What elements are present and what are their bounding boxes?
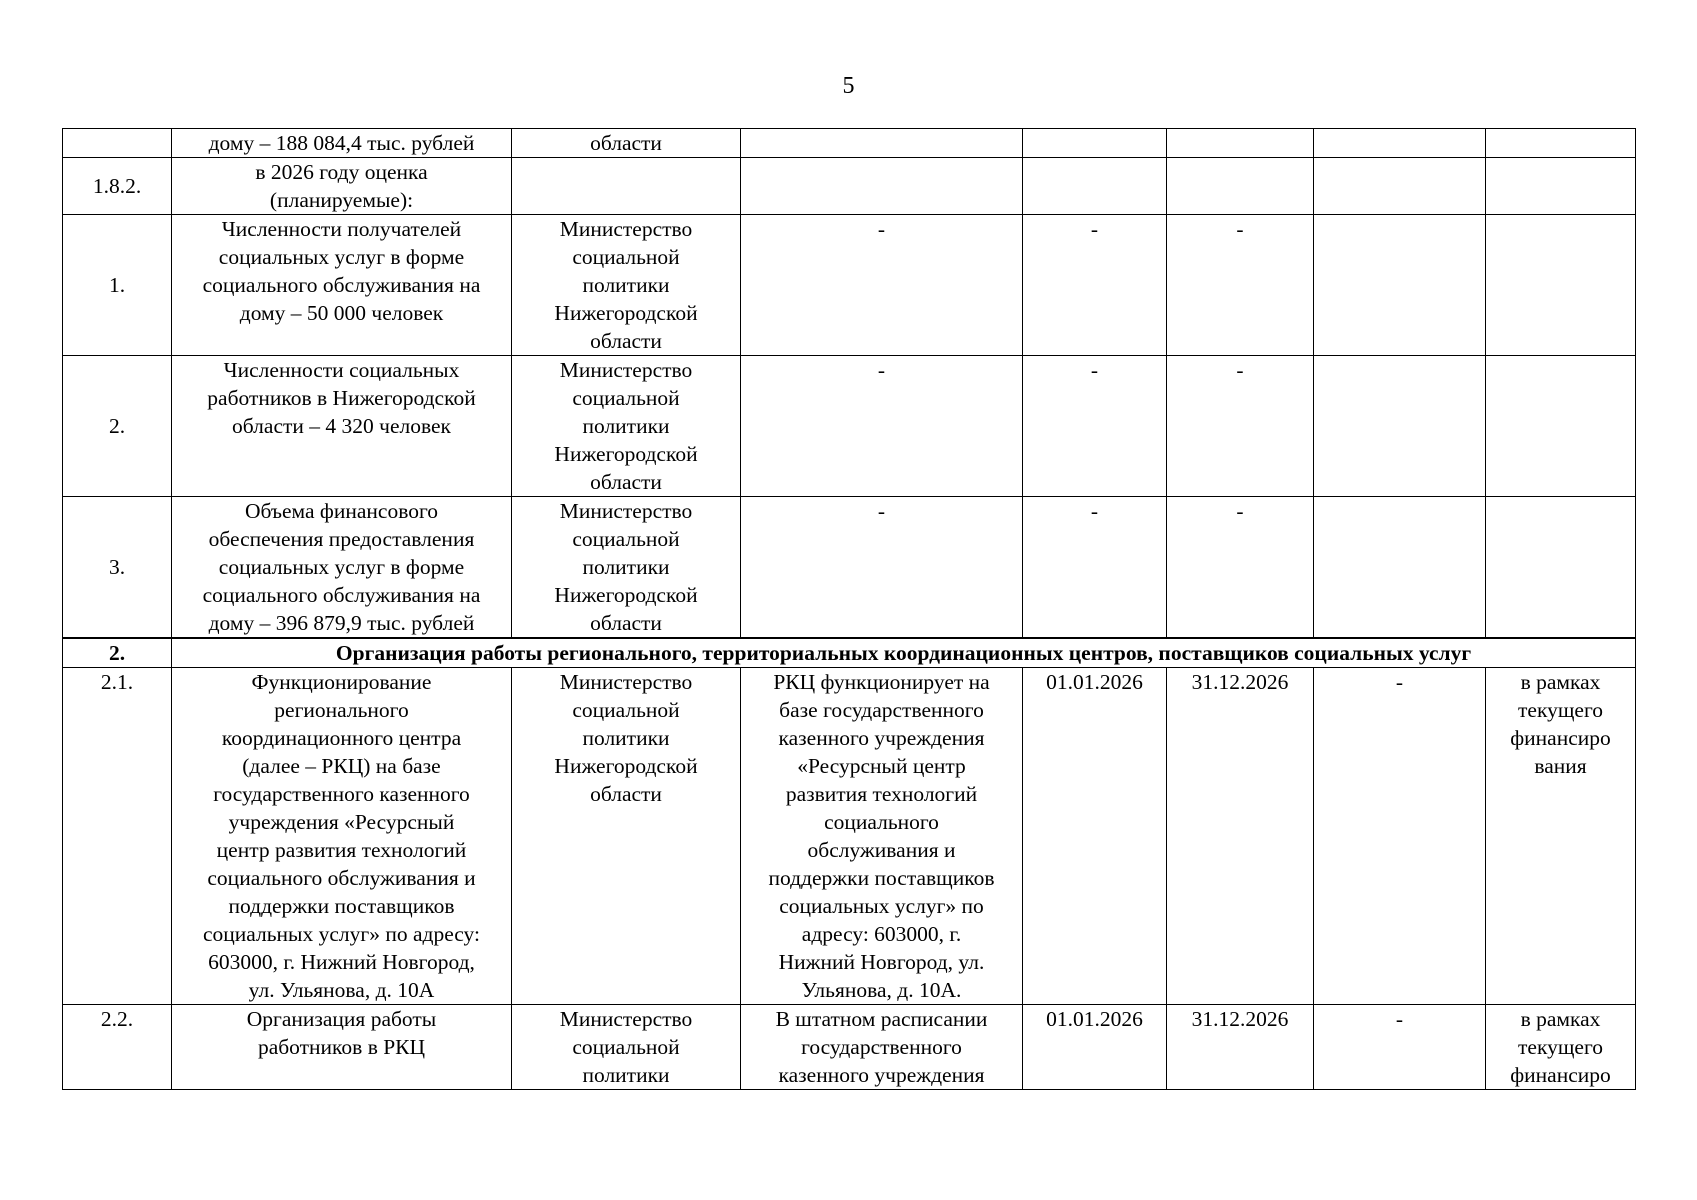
result-cell: - [741,497,1023,639]
source-cell [1486,158,1636,215]
row-number-cell [63,129,172,158]
event-cell: в 2026 году оценка (планируемые): [172,158,512,215]
source-cell [1486,215,1636,356]
responsible-cell: Министерство социальной политики [512,1005,741,1090]
start-date-cell [1023,158,1167,215]
start-date-cell: - [1023,356,1167,497]
end-date-cell: 31.12.2026 [1167,1005,1314,1090]
responsible-cell: области [512,129,741,158]
row-number-cell: 1. [63,215,172,356]
event-cell: Функционирование регионального координационного центра (далее – РКЦ) на базе государственного казенного учреждения «Ресурсный центр развития технологий социального обслуживания и поддержки поставщиков социальных услуг» по адресу: 603000, г. Нижний Новгород, ул. Ульянова, д. 10А [172,668,512,1005]
event-cell: Численности социальных работников в Нижегородской области – 4 320 человек [172,356,512,497]
event-cell: Объема финансового обеспечения предоставления социальных услуг в форме социального обслуживания на дому – 396 879,9 тыс. рублей [172,497,512,639]
row-number-cell: 1.8.2. [63,158,172,215]
amount-cell [1314,129,1486,158]
table-row [63,356,1636,497]
amount-cell [1314,215,1486,356]
result-cell [741,129,1023,158]
result-cell: В штатном расписании государственного казенного учреждения [741,1005,1023,1090]
table-row [63,129,1636,158]
responsible-cell [512,158,741,215]
section-title: Организация работы регионального, территориальных координационных центров, поставщиков социальных услуг [172,638,1636,668]
end-date-cell: - [1167,497,1314,639]
section-header-row [63,638,1636,668]
result-cell: РКЦ функционирует на базе государственного казенного учреждения «Ресурсный центр развития технологий социального обслуживания и поддержки поставщиков социальных услуг» по адресу: 603000, г. Нижний Новгород, ул. Ульянова, д. 10А. [741,668,1023,1005]
event-cell: Организация работы работников в РКЦ [172,1005,512,1090]
end-date-cell [1167,129,1314,158]
table-row [63,497,1636,639]
responsible-cell: Министерство социальной политики Нижегородской области [512,497,741,639]
start-date-cell: - [1023,497,1167,639]
row-number-cell: 2.2. [63,1005,172,1090]
result-cell: - [741,215,1023,356]
source-cell: в рамках текущего финансиро вания [1486,668,1636,1005]
end-date-cell: - [1167,215,1314,356]
source-cell [1486,497,1636,639]
end-date-cell: 31.12.2026 [1167,668,1314,1005]
start-date-cell: - [1023,215,1167,356]
source-cell [1486,356,1636,497]
start-date-cell [1023,129,1167,158]
start-date-cell: 01.01.2026 [1023,668,1167,1005]
amount-cell [1314,497,1486,639]
amount-cell: - [1314,668,1486,1005]
end-date-cell [1167,158,1314,215]
amount-cell [1314,356,1486,497]
row-number-cell: 2.1. [63,668,172,1005]
responsible-cell: Министерство социальной политики Нижегородской области [512,215,741,356]
event-cell: Численности получателей социальных услуг в форме социального обслуживания на дому – 50 000 человек [172,215,512,356]
amount-cell: - [1314,1005,1486,1090]
table-row [63,215,1636,356]
source-cell [1486,129,1636,158]
table-row [63,1005,1636,1090]
result-cell: - [741,356,1023,497]
table-row [63,158,1636,215]
section-number: 2. [63,638,172,668]
table-row [63,668,1636,1005]
responsible-cell: Министерство социальной политики Нижегородской области [512,356,741,497]
page-number: 5 [842,73,855,99]
end-date-cell: - [1167,356,1314,497]
row-number-cell: 2. [63,356,172,497]
responsible-cell: Министерство социальной политики Нижегородской области [512,668,741,1005]
result-cell [741,158,1023,215]
source-cell: в рамках текущего финансиро [1486,1005,1636,1090]
plan-table [62,128,1636,1090]
event-cell: дому – 188 084,4 тыс. рублей [172,129,512,158]
row-number-cell: 3. [63,497,172,639]
amount-cell [1314,158,1486,215]
start-date-cell: 01.01.2026 [1023,1005,1167,1090]
